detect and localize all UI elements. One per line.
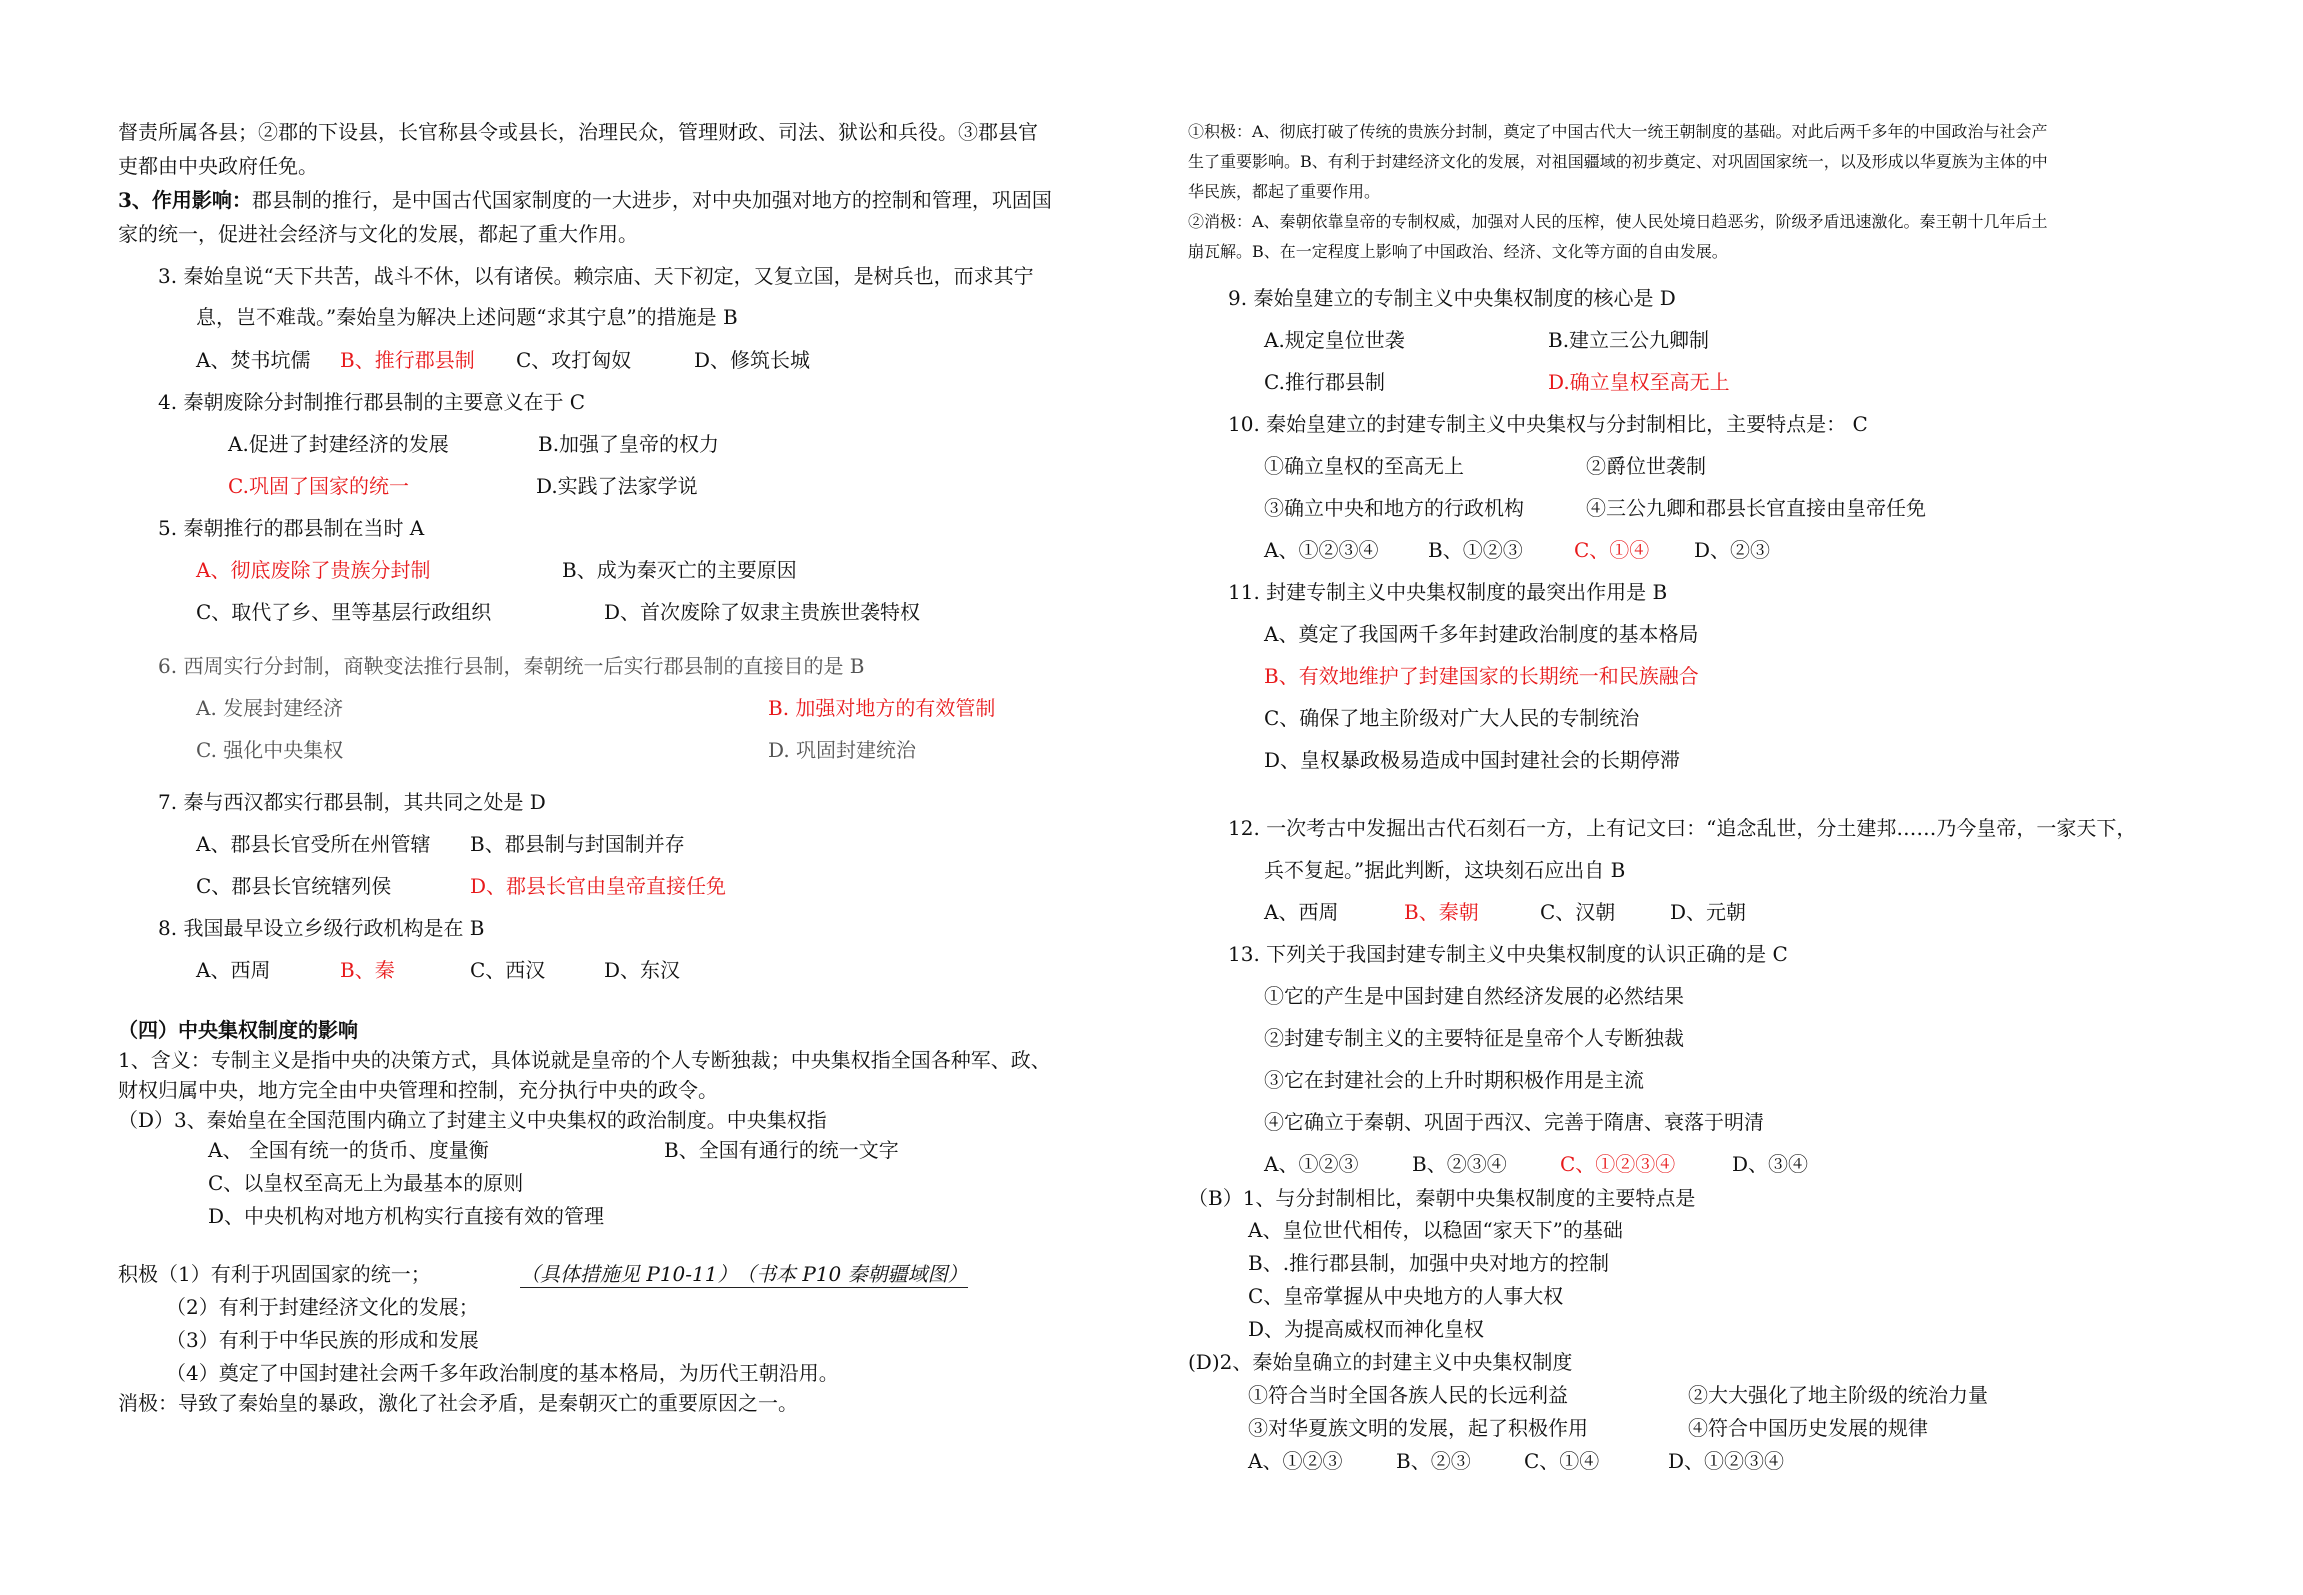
q4-option-c: C.巩固了国家的统一 bbox=[228, 474, 409, 498]
section-4-title: （四）中央集权制度的影响 bbox=[118, 1018, 358, 1042]
q12-stem-1: 12. 一次考古中发掘出古代石刻石一方，上有记文曰：“追念乱世，分土建邦……乃今皇帝，一家天下， bbox=[1228, 816, 2137, 840]
q7-option-b: B、郡县制与封国制并存 bbox=[470, 832, 685, 856]
positive-point-4: （4）奠定了中国封建社会两千多年政治制度的基本格局，为历代王朝沿用。 bbox=[166, 1361, 839, 1385]
q3-stem-2: 息，岂不难哉。”秦始皇为解决上述问题“求其宁息”的措施是 B bbox=[196, 305, 738, 329]
q10-stem: 10. 秦始皇建立的封建专制主义中央集权与分封制相比，主要特点是： C bbox=[1228, 412, 1868, 436]
q13-item-4: ④它确立于秦朝、巩固于西汉、完善于隋唐、衰落于明清 bbox=[1264, 1110, 1764, 1134]
q10-option-a: A、①②③④ bbox=[1264, 538, 1379, 562]
positive-ref-2-text: （书本 P10 秦朝疆域图） bbox=[736, 1262, 968, 1286]
q10-option-b: B、①②③ bbox=[1428, 538, 1523, 562]
positive-ref-1 bbox=[520, 1264, 737, 1284]
effect-line-1 bbox=[118, 190, 1052, 210]
q7-option-d: D、郡县长官由皇帝直接任免 bbox=[470, 874, 727, 898]
q3-option-c: C、攻打匈奴 bbox=[516, 348, 632, 372]
qd2-option-c: C、①④ bbox=[1524, 1449, 1600, 1473]
q3-option-a: A、焚书坑儒 bbox=[196, 348, 311, 372]
qd3-option-d: D、中央机构对地方机构实行直接有效的管理 bbox=[208, 1204, 605, 1228]
note-positive-3: 华民族，都起了重要作用。 bbox=[1188, 182, 1381, 201]
q12-option-a: A、西周 bbox=[1264, 900, 1339, 924]
qd3-stem: （D）3、秦始皇在全国范围内确立了封建主义中央集权的政治制度。中央集权指 bbox=[118, 1108, 827, 1132]
intro-line-1: 督责所属各县；②郡的下设县，长官称县令或县长，治理民众，管理财政、司法、狱讼和兵役。③郡县官 bbox=[118, 120, 1038, 144]
q13-item-3: ③它在封建社会的上升时期积极作用是主流 bbox=[1264, 1068, 1644, 1092]
q5-option-d: D、首次废除了奴隶主贵族世袭特权 bbox=[604, 600, 921, 624]
q7-stem: 7. 秦与西汉都实行郡县制，其共同之处是 D bbox=[158, 790, 546, 814]
definition-line-1: 1、含义：专制主义是指中央的决策方式，具体说就是皇帝的个人专断独裁；中央集权指全国各种军、政、 bbox=[118, 1048, 1051, 1072]
q9-option-c: C.推行郡县制 bbox=[1264, 370, 1385, 394]
q4-option-d: D.实践了法家学说 bbox=[536, 474, 698, 498]
positive-point-1: 积极（1）有利于巩固国家的统一； bbox=[118, 1262, 431, 1286]
qd2-option-d: D、①②③④ bbox=[1668, 1449, 1785, 1473]
q5-stem: 5. 秦朝推行的郡县制在当时 A bbox=[158, 516, 425, 540]
note-negative-1: ②消极：A、秦朝依靠皇帝的专制权威，加强对人民的压榨，使人民处境日趋恶劣，阶级矛盾迅速激化。秦王朝十几年后土 bbox=[1188, 212, 2048, 231]
effect-heading: 3、作用影响： bbox=[118, 188, 252, 212]
qd3-option-a: A、 全国有统一的货币、度量衡 bbox=[208, 1138, 489, 1162]
q8-option-a: A、西周 bbox=[196, 958, 271, 982]
q13-item-2: ②封建专制主义的主要特征是皇帝个人专断独裁 bbox=[1264, 1026, 1684, 1050]
qd2-item-4: ④符合中国历史发展的规律 bbox=[1688, 1416, 1928, 1440]
q10-item-4: ④三公九卿和郡县长官直接由皇帝任免 bbox=[1586, 496, 1926, 520]
q13-option-b: B、②③④ bbox=[1412, 1152, 1507, 1176]
q8-stem: 8. 我国最早设立乡级行政机构是在 B bbox=[158, 916, 485, 940]
positive-point-2: （2）有利于封建经济文化的发展； bbox=[166, 1295, 479, 1319]
q9-option-b: B.建立三公九卿制 bbox=[1548, 328, 1710, 352]
q5-option-b: B、成为秦灭亡的主要原因 bbox=[562, 558, 797, 582]
qb1-option-a: A、皇位世代相传，以稳固“家天下”的基础 bbox=[1248, 1218, 1623, 1242]
qd3-option-b: B、全国有通行的统一文字 bbox=[664, 1138, 899, 1162]
qd2-item-3: ③对华夏族文明的发展，起了积极作用 bbox=[1248, 1416, 1588, 1440]
qd3-option-c: C、以皇权至高无上为最基本的原则 bbox=[208, 1171, 524, 1195]
q5-option-c: C、取代了乡、里等基层行政组织 bbox=[196, 600, 492, 624]
positive-point-3: （3）有利于中华民族的形成和发展 bbox=[166, 1328, 479, 1352]
q11-option-d: D、皇权暴政极易造成中国封建社会的长期停滞 bbox=[1264, 748, 1681, 772]
q5-option-a: A、彻底废除了贵族分封制 bbox=[196, 558, 431, 582]
q4-option-a: A.促进了封建经济的发展 bbox=[228, 432, 449, 456]
q13-option-d: D、③④ bbox=[1732, 1152, 1809, 1176]
q10-item-1: ①确立皇权的至高无上 bbox=[1264, 454, 1464, 478]
q11-stem: 11. 封建专制主义中央集权制度的最突出作用是 B bbox=[1228, 580, 1668, 604]
q8-option-b: B、秦 bbox=[340, 958, 395, 982]
q6-option-c: C. 强化中央集权 bbox=[196, 738, 344, 762]
note-positive-2: 生了重要影响。B、有利于封建经济文化的发展，对祖国疆域的初步奠定、对巩固国家统一，以及形成以华夏族为主体的中 bbox=[1188, 152, 2048, 171]
q6-option-b: B. 加强对地方的有效管制 bbox=[768, 696, 996, 720]
qd2-option-a: A、①②③ bbox=[1248, 1449, 1343, 1473]
q12-option-c: C、汉朝 bbox=[1540, 900, 1616, 924]
q9-stem: 9. 秦始皇建立的专制主义中央集权制度的核心是 D bbox=[1228, 286, 1676, 310]
definition-line-2: 财权归属中央，地方完全由中央管理和控制，充分执行中央的政令。 bbox=[118, 1078, 718, 1102]
qb1-option-b: B、.推行郡县制，加强中央对地方的控制 bbox=[1248, 1251, 1610, 1275]
q12-stem-2: 兵不复起。”据此判断，这块刻石应出自 B bbox=[1264, 858, 1626, 882]
q10-item-3: ③确立中央和地方的行政机构 bbox=[1264, 496, 1524, 520]
qb1-option-d: D、为提高威权而神化皇权 bbox=[1248, 1317, 1485, 1341]
effect-line-2: 家的统一，促进社会经济与文化的发展，都起了重大作用。 bbox=[118, 222, 638, 246]
q3-option-d: D、修筑长城 bbox=[694, 348, 811, 372]
q3-option-b: B、推行郡县制 bbox=[340, 348, 475, 372]
q11-option-c: C、确保了地主阶级对广大人民的专制统治 bbox=[1264, 706, 1640, 730]
qd2-option-b: B、②③ bbox=[1396, 1449, 1471, 1473]
q6-stem: 6. 西周实行分封制，商鞅变法推行县制，秦朝统一后实行郡县制的直接目的是 B bbox=[158, 654, 865, 678]
q11-option-b: B、有效地维护了封建国家的长期统一和民族融合 bbox=[1264, 664, 1699, 688]
q8-option-c: C、西汉 bbox=[470, 958, 546, 982]
q8-option-d: D、东汉 bbox=[604, 958, 681, 982]
q9-option-d: D.确立皇权至高无上 bbox=[1548, 370, 1730, 394]
negative-point: 消极：导致了秦始皇的暴政，激化了社会矛盾，是秦朝灭亡的重要原因之一。 bbox=[118, 1391, 798, 1415]
positive-ref-2 bbox=[736, 1264, 968, 1284]
q12-option-b: B、秦朝 bbox=[1404, 900, 1479, 924]
q4-stem: 4. 秦朝废除分封制推行郡县制的主要意义在于 C bbox=[158, 390, 586, 414]
q11-option-a: A、奠定了我国两千多年封建政治制度的基本格局 bbox=[1264, 622, 1699, 646]
qb1-option-c: C、皇帝掌握从中央地方的人事大权 bbox=[1248, 1284, 1564, 1308]
qb1-stem: （B）1、与分封制相比，秦朝中央集权制度的主要特点是 bbox=[1188, 1186, 1696, 1210]
q4-option-b: B.加强了皇帝的权力 bbox=[538, 432, 720, 456]
q7-option-a: A、郡县长官受所在州管辖 bbox=[196, 832, 431, 856]
q9-option-a: A.规定皇位世袭 bbox=[1264, 328, 1405, 352]
q6-option-d: D. 巩固封建统治 bbox=[768, 738, 917, 762]
q10-item-2: ②爵位世袭制 bbox=[1586, 454, 1706, 478]
qd2-item-2: ②大大强化了地主阶级的统治力量 bbox=[1688, 1383, 1988, 1407]
q13-stem: 13. 下列关于我国封建专制主义中央集权制度的认识正确的是 C bbox=[1228, 942, 1788, 966]
qd2-item-1: ①符合当时全国各族人民的长远利益 bbox=[1248, 1383, 1568, 1407]
note-negative-2: 崩瓦解。B、在一定程度上影响了中国政治、经济、文化等方面的自由发展。 bbox=[1188, 242, 1728, 261]
q6-option-a: A. 发展封建经济 bbox=[196, 696, 344, 720]
q7-option-c: C、郡县长官统辖列侯 bbox=[196, 874, 392, 898]
note-positive-1: ①积极：A、彻底打破了传统的贵族分封制，奠定了中国古代大一统王朝制度的基础。对此后两千多年的中国政治与社会产 bbox=[1188, 122, 2048, 141]
intro-line-2: 吏都由中央政府任免。 bbox=[118, 154, 318, 178]
q13-option-c: C、①②③④ bbox=[1560, 1152, 1676, 1176]
q10-option-d: D、②③ bbox=[1694, 538, 1771, 562]
q13-option-a: A、①②③ bbox=[1264, 1152, 1359, 1176]
q13-item-1: ①它的产生是中国封建自然经济发展的必然结果 bbox=[1264, 984, 1684, 1008]
effect-text-1: 郡县制的推行，是中国古代国家制度的一大进步，对中央加强对地方的控制和管理，巩固国 bbox=[251, 188, 1052, 212]
qd2-stem: (D)2、秦始皇确立的封建主义中央集权制度 bbox=[1188, 1350, 1573, 1374]
q10-option-c: C、①④ bbox=[1574, 538, 1650, 562]
positive-ref-1-text: （具体措施见 P10-11） bbox=[520, 1262, 738, 1286]
q3-stem-1: 3. 秦始皇说“天下共苦，战斗不休，以有诸侯。赖宗庙、天下初定，又复立国，是树兵也，而求其宁 bbox=[158, 264, 1034, 288]
q12-option-d: D、元朝 bbox=[1670, 900, 1747, 924]
